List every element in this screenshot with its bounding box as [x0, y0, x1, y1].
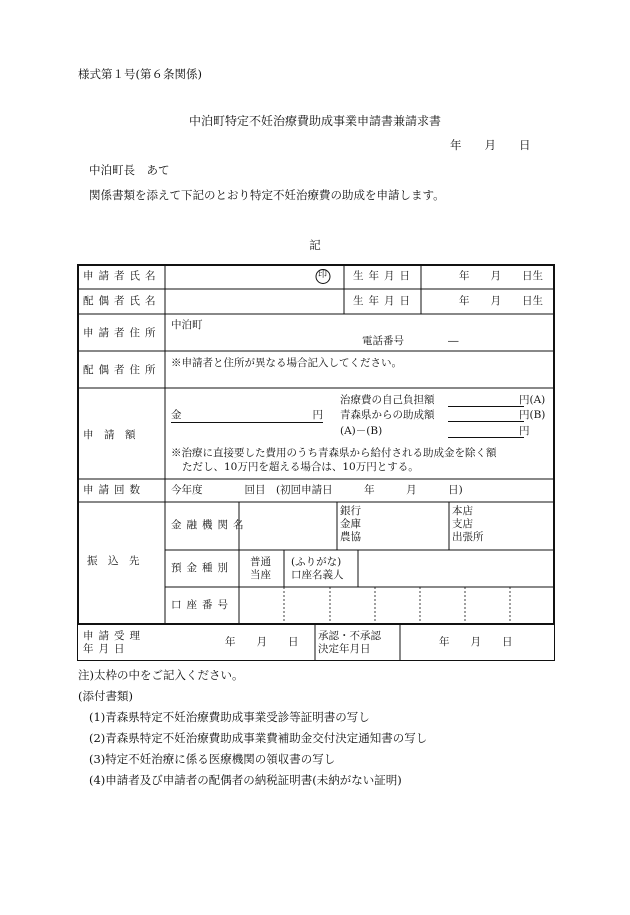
received-label: 申請受理 年月日	[83, 630, 145, 655]
spouse-birthdate-label: 生年月日	[353, 295, 415, 307]
application-form-table	[77, 264, 555, 661]
bank-name-field[interactable]	[241, 508, 335, 546]
branch-types: 本店 支店 出張所	[452, 505, 484, 543]
pref-subsidy-mark: 円(B)	[519, 409, 546, 421]
intro-text: 関係書類を添えて下記のとおり特定不妊治療費の助成を申請します。	[89, 188, 445, 202]
applicant-name-field[interactable]	[177, 268, 337, 286]
self-pay-field[interactable]	[448, 395, 524, 407]
attachments-title: (添付書類)	[78, 689, 133, 703]
diff-field[interactable]	[448, 426, 524, 438]
phone-dash[interactable]: ―	[448, 335, 459, 347]
approval-date: 年 月 日	[439, 636, 513, 648]
account-type-label: 預金種別	[171, 562, 233, 574]
pref-subsidy-field[interactable]	[448, 410, 524, 422]
form-number: 様式第１号(第６条関係)	[78, 67, 202, 81]
account-number-label: 口座番号	[171, 599, 233, 611]
holder-label: (ふりがな) 口座名義人	[291, 556, 344, 581]
account-types[interactable]: 普通 当座	[250, 556, 271, 581]
frame-note: 注)太枠の中をご記入ください。	[78, 668, 244, 682]
spouse-name-label: 配偶者氏名	[83, 295, 161, 307]
town-prefix[interactable]: 中泊町	[171, 319, 203, 331]
self-pay-mark: 円(A)	[519, 394, 546, 406]
spouse-birthdate-value[interactable]: 年 月 日生	[459, 295, 543, 307]
count-value[interactable]: 今年度 回目 (初回申請日 年 月 日)	[171, 484, 463, 496]
attachment-item: (3)特定不妊治療に係る医療機関の領収書の写し	[89, 752, 336, 766]
ki-heading: 記	[309, 238, 321, 252]
count-label: 申請回数	[83, 484, 145, 496]
spouse-name-field[interactable]	[177, 293, 337, 311]
amount-label: 申 請 額	[83, 429, 136, 441]
attachment-item: (2)青森県特定不妊治療費助成事業費補助金交付決定通知書の写し	[89, 731, 428, 745]
submission-date: 年 月 日	[450, 138, 531, 152]
approval-label: 承認・不承認 決定年月日	[318, 630, 381, 655]
pref-subsidy-label: 青森県からの助成額	[340, 409, 435, 421]
amount-field[interactable]	[171, 410, 323, 423]
spouse-address-note: ※申請者と住所が異なる場合記入してください。	[171, 357, 402, 369]
attachment-item: (1)青森県特定不妊治療費助成事業受診等証明書の写し	[89, 710, 370, 724]
diff-mark: 円	[519, 425, 530, 437]
spouse-address-label: 配偶者住所	[83, 364, 161, 376]
holder-field[interactable]	[361, 554, 551, 584]
amount-en-mark: 円	[312, 409, 323, 421]
diff-label: (A)－(B)	[340, 425, 383, 437]
applicant-address-label: 申請者住所	[83, 327, 161, 339]
seal-mark: 印	[318, 270, 328, 280]
account-number-field[interactable]	[241, 590, 551, 620]
addressee: 中泊町長 あて	[89, 163, 170, 177]
bank-label: 金融機関名	[171, 519, 249, 531]
transfer-label: 振 込 先	[87, 555, 140, 567]
phone-label: 電話番号	[362, 335, 404, 347]
applicant-birthdate-label: 生年月日	[353, 270, 415, 282]
received-date: 年 月 日	[225, 636, 299, 648]
attachment-item: (4)申請者及び申請者の配偶者の納税証明書(未納がない証明)	[89, 773, 402, 787]
form-title: 中泊町特定不妊治療費助成事業申請書兼請求書	[188, 114, 441, 128]
bank-types: 銀行 金庫 農協	[340, 505, 361, 543]
applicant-birthdate-value[interactable]: 年 月 日生	[459, 270, 543, 282]
amount-note-1: ※治療に直接要した費用のうち青森県から給付される助成金を除く額	[171, 447, 497, 459]
branch-name-field[interactable]	[377, 508, 445, 546]
self-pay-label: 治療費の自己負担額	[340, 394, 435, 406]
amount-note-2: ただし、10万円を超える場合は、10万円とする。	[182, 461, 419, 473]
kin-mark: 金	[171, 409, 182, 421]
applicant-name-label: 申請者氏名	[83, 270, 161, 282]
